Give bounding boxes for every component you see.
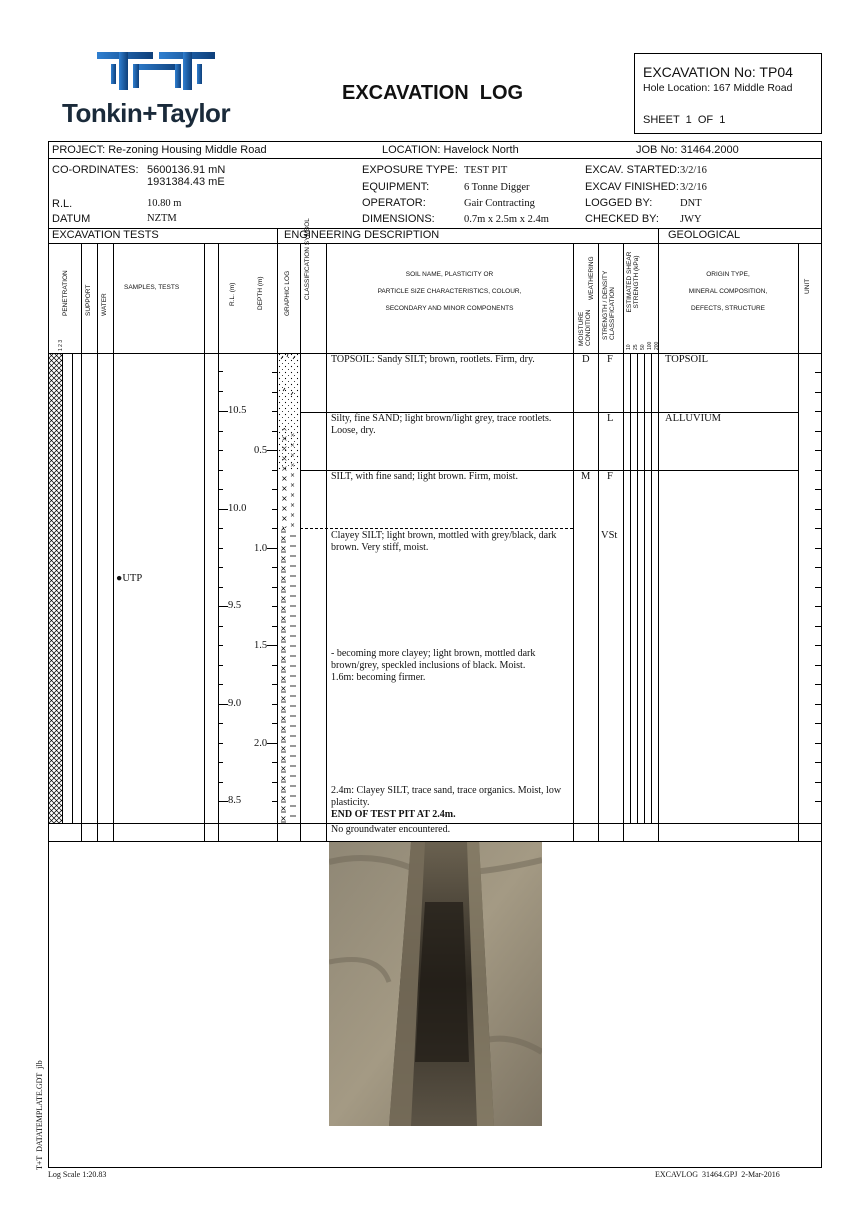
- col-unit: UNIT: [804, 278, 811, 294]
- col-support: SUPPORT: [85, 284, 92, 316]
- location: LOCATION: Havelock North: [382, 144, 519, 156]
- penetration-tick-labels: 1 2 3: [58, 339, 64, 351]
- col-moisture: MOISTURE CONDITION: [578, 309, 592, 346]
- tt-logo-icon: [97, 50, 217, 92]
- rl-value: 10.80 m: [147, 198, 182, 209]
- logged-by-value: DNT: [680, 198, 702, 209]
- dimensions-label: DIMENSIONS:: [362, 213, 435, 225]
- document-title: EXCAVATION LOG: [342, 82, 524, 104]
- file-reference: EXCAVLOG 31464.GPJ 2-Mar-2016: [655, 1170, 780, 1179]
- log-scale: Log Scale 1:20.83: [48, 1170, 107, 1179]
- section-engineering-description: ENGINEERING DESCRIPTION: [284, 229, 440, 241]
- layer-3-moisture: M: [581, 471, 591, 482]
- col-classification-symbol: CLASSIFICATION SYMBOL: [304, 218, 311, 300]
- layer-3-strength: F: [607, 471, 613, 482]
- layer-2-desc: Silty, fine SAND; light brown/light grey, trace rootlets. Loose, dry.: [331, 413, 552, 436]
- col-rl: R.L. (m): [229, 282, 236, 306]
- depth-scale: [267, 353, 277, 823]
- equipment-label: EQUIPMENT:: [362, 181, 430, 193]
- col-soil-name: SOIL NAME, PLASTICITY OR PARTICLE SIZE CHARACTERISTICS, COLOUR, SECONDARY AND MINOR COMPONENTS: [377, 271, 522, 312]
- operator-value: Gair Contracting: [464, 198, 535, 209]
- note-24m: 2.4m: Clayey SILT, trace sand, trace organics. Moist, low plasticity.: [331, 785, 562, 808]
- equipment-value: 6 Tonne Digger: [464, 182, 530, 193]
- layer-4-desc: Clayey SILT; light brown, mottled with grey/black, dark brown. Very stiff, moist.: [331, 530, 557, 553]
- layer-4-strength: VSt: [601, 530, 618, 541]
- unit-ticks: [815, 353, 822, 823]
- coordinates-north: 5600136.91 mN: [147, 164, 226, 176]
- col-origin: ORIGIN TYPE, MINERAL COMPOSITION, DEFECTS, STRUCTURE: [688, 271, 768, 312]
- layer-3-desc: SILT, with fine sand; light brown. Firm, moist.: [331, 471, 518, 482]
- excavation-number: EXCAVATION No: TP04: [643, 64, 793, 80]
- layer-1-desc: TOPSOIL: Sandy SILT; brown, rootlets. Firm, dry.: [331, 354, 535, 365]
- layer-1-geo: TOPSOIL: [665, 354, 708, 365]
- col-penetration: PENETRATION: [62, 270, 69, 316]
- hole-location: Hole Location: 167 Middle Road: [643, 82, 793, 94]
- logged-by-label: LOGGED BY:: [585, 197, 653, 209]
- penetration-hatch: [49, 353, 62, 823]
- exposure-type-value: TEST PIT: [464, 165, 508, 176]
- rl-label-3: 9.0: [228, 698, 242, 709]
- coordinates-east: 1931384.43 mE: [147, 176, 225, 188]
- layer-1-strength: F: [607, 354, 613, 365]
- datum-label: DATUM: [52, 213, 91, 225]
- layer-2-geo: ALLUVIUM: [665, 413, 721, 424]
- template-reference: T+T DATATEMPLATE.GDT jlb: [35, 1060, 44, 1170]
- excav-finished-value: 3/2/16: [680, 182, 707, 193]
- shear-tick-labels: 10 25 50 100 200: [626, 341, 660, 350]
- depth-label-3: 2.0: [254, 738, 268, 749]
- coordinates-label: CO-ORDINATES:: [52, 164, 139, 176]
- rl-label-0: 10.5: [228, 405, 247, 416]
- note-becoming: - becoming more clayey; light brown, mottled dark brown/grey, speckled inclusions of black. Moist.: [331, 648, 536, 671]
- col-graphic-log: GRAPHIC LOG: [284, 270, 291, 316]
- dimensions-value: 0.7m x 2.5m x 2.4m: [464, 214, 549, 225]
- depth-label-1: 1.0: [254, 543, 268, 554]
- sample-marker: ●UTP: [116, 573, 143, 584]
- note-groundwater: No groundwater encountered.: [331, 824, 451, 835]
- datum-value: NZTM: [147, 213, 177, 224]
- col-strength-density: STRENGTH / DENSITY CLASSIFICATION: [602, 270, 616, 340]
- test-pit-photo: [329, 842, 542, 1126]
- rl-label-2: 9.5: [228, 600, 242, 611]
- job-number: JOB No: 31464.2000: [636, 144, 739, 156]
- depth-label-2: 1.5: [254, 640, 268, 651]
- layer-2-strength: L: [607, 413, 614, 424]
- note-firmer: 1.6m: becoming firmer.: [331, 672, 426, 683]
- exposure-type-label: EXPOSURE TYPE:: [362, 164, 458, 176]
- col-shear-strength: ESTIMATED SHEAR STRENGTH (kPa): [626, 251, 640, 313]
- section-excavation-tests: EXCAVATION TESTS: [52, 229, 159, 241]
- section-geological: GEOLOGICAL: [668, 229, 741, 241]
- company-logo: [62, 50, 242, 132]
- sheet-number: SHEET 1 OF 1: [643, 114, 726, 126]
- col-samples-tests: SAMPLES, TESTS: [124, 284, 180, 291]
- depth-label-0: 0.5: [254, 445, 268, 456]
- layer-1-moisture: D: [582, 354, 590, 365]
- company-name: Tonkin+Taylor: [62, 98, 231, 128]
- operator-label: OPERATOR:: [362, 197, 426, 209]
- col-weathering: WEATHERING: [588, 256, 595, 300]
- col-depth: DEPTH (m): [257, 276, 264, 310]
- checked-by-value: JWY: [680, 214, 702, 225]
- col-water: WATER: [101, 293, 108, 316]
- excav-finished-label: EXCAV FINISHED:: [585, 181, 679, 193]
- note-end: END OF TEST PIT AT 2.4m.: [331, 809, 456, 820]
- rl-label-4: 8.5: [228, 795, 242, 806]
- excav-started-label: EXCAV. STARTED:: [585, 164, 680, 176]
- project-name: PROJECT: Re-zoning Housing Middle Road: [52, 144, 267, 156]
- graphic-log: [278, 353, 300, 823]
- rl-label-1: 10.0: [228, 503, 247, 514]
- rl-label: R.L.: [52, 198, 73, 210]
- checked-by-label: CHECKED BY:: [585, 213, 659, 225]
- excav-started-value: 3/2/16: [680, 165, 707, 176]
- title-box: [634, 53, 822, 134]
